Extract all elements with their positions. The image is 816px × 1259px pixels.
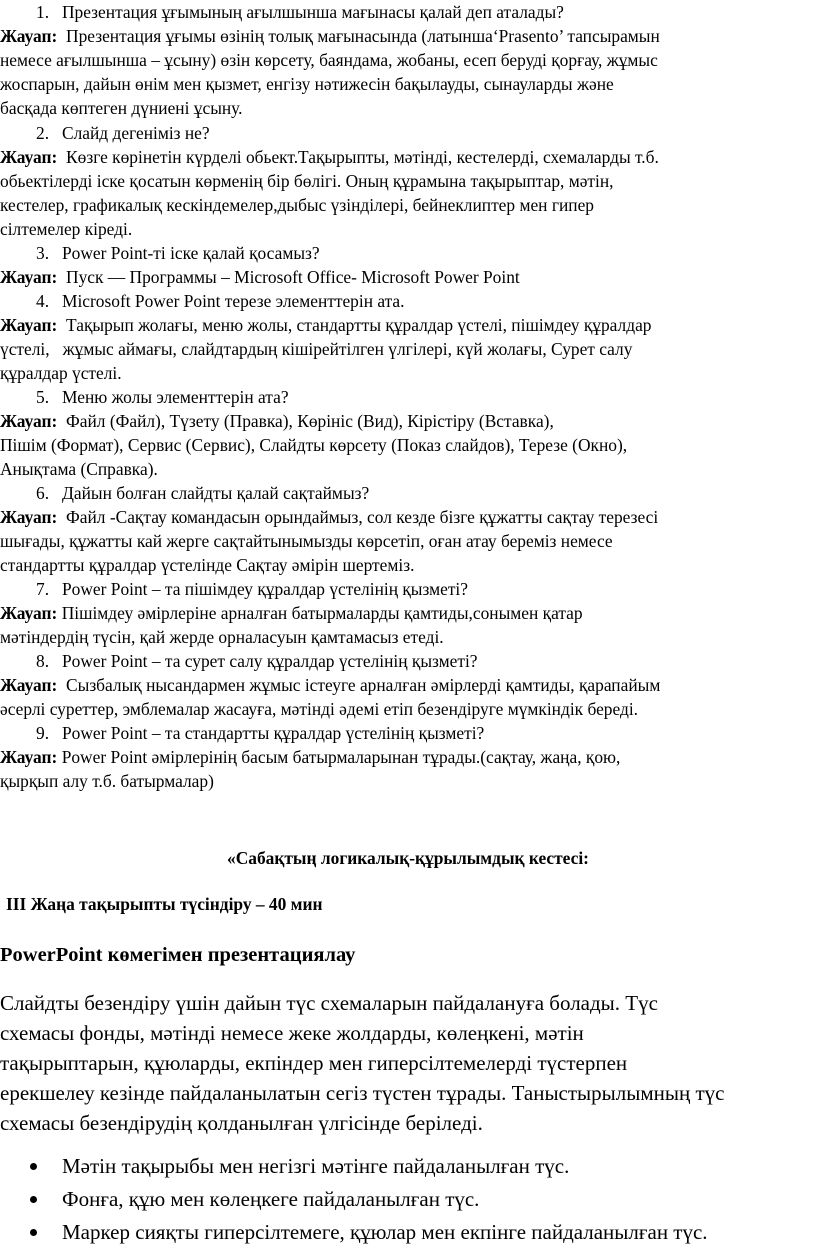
question-text: Меню жолы элементтерін ата? — [62, 387, 289, 407]
question-4: 4. Microsoft Power Point терезе элементтерін ата. — [36, 291, 405, 311]
answer-9: Жауап: Power Point әмірлерінің басым батырмаларынан тұрады.(сақтау, жаңа, қою, қырқып алу т.б. батырмалар) — [0, 747, 621, 791]
answer-label: Жауап: — [0, 267, 58, 287]
question-5: 5. Меню жолы элементтерін ата? — [36, 387, 289, 407]
question-8: 8. Power Point – та сурет салу құралдар үстелінің қызметі? — [36, 651, 478, 671]
question-text: Слайд дегеніміз не? — [62, 123, 210, 143]
answer-2: Жауап: Көзге көрінетін күрделі обьект.Тақырыпты, мәтінді, кестелерді, схемаларды т.б. обьектілерді іске қосатын көрменің бір бөлігі. Оның құрамына тақырыптар, мәтін, кестелер, графикалық кескіндемелер,дыбыс үзінділері, бейнеклиптер мен гипер сілтемелер кіреді. — [0, 147, 659, 239]
answer-label: Жауап: — [0, 315, 58, 335]
question-text: Power Point – та стандартты құралдар үстелінің қызметі? — [62, 723, 485, 743]
question-3: 3. Power Point-ті іске қалай қосамыз? — [36, 243, 320, 263]
answer-label: Жауап: — [0, 26, 58, 46]
body-paragraph: Слайдты безендіру үшін дайын түс схемаларын пайдалануға болады. Түс схемасы фонды, мәтінді немесе жеке жолдарды, көлеңкені, мәтін тақырыптарын, құюларды, екпіндер мен гиперсілтемелерді түстерпен ерекшелеу кезінде пайдаланылатын сегіз түстен тұрады. Таныстырылымның түс схемасы безендірудің қолданылған үлгісінде беріледі. — [0, 991, 725, 1135]
bullet-icon — [30, 1163, 37, 1170]
question-text: Power Point – та сурет салу құралдар үстелінің қызметі? — [62, 651, 478, 671]
answer-8: Жауап: Сызбалық нысандармен жұмыс істеуге арналған әмірлерді қамтиды, қарапайым әсерлі суреттер, эмблемалар жасауға, мәтінді әдемі етіп безендіруге мүмкіндік береді. — [0, 675, 661, 719]
answer-label: Жауап: — [0, 507, 58, 527]
question-text: Microsoft Power Point терезе элементтерін ата. — [62, 291, 405, 311]
answer-4: Жауап: Тақырып жолағы, меню жолы, стандартты құралдар үстелі, пішімдеу құралдар үстелі, жұмыс аймағы, слайдтардың кішірейтілген үлгілері, күй жолағы, Сурет салу құралдар үстелі. — [0, 315, 652, 383]
subsection-title: III Жаңа тақырыпты түсіндіру – 40 мин — [6, 894, 323, 914]
answer-label: Жауап: — [0, 747, 58, 767]
question-6: 6. Дайын болған слайдты қалай сақтаймыз? — [36, 483, 370, 503]
list-item: Маркер сияқты гиперсілтемеге, құюлар мен екпінге пайдаланылған түс. — [0, 1216, 708, 1249]
question-9: 9. Power Point – та стандартты құралдар үстелінің қызметі? — [36, 723, 485, 743]
answer-6: Жауап: Файл -Сақтау командасын орындаймыз, сол кезде бізге құжатты сақтау терезесі шығады, құжатты кай жерге сақтайтынымызды көрсетіп, оған атау береміз немесе стандартты құралдар үстелінде Сақтау әмірін шертеміз. — [0, 507, 659, 575]
answer-label: Жауап: — [0, 147, 58, 167]
answer-3: Жауап: Пуск –– Программы – Microsoft Office- Microsoft Power Point — [0, 267, 520, 287]
answer-1: Жауап: Презентация ұғымы өзінің толық мағынасында (латынша‘Prasento’ тапсырамын немесе ағылшынша – ұсыну) өзін көрсету, баяндама, жобаны, есеп беруді қорғау, жұмыс жоспарын, дайын өнім мен қызмет, енгізу нәтижесін бақылауды, сынауларды және басқада көптеген дүниені ұсыну. — [0, 26, 660, 118]
answer-label: Жауап: — [0, 411, 58, 431]
question-text: Дайын болған слайдты қалай сақтаймыз? — [62, 483, 370, 503]
question-text: Power Point-ті іске қалай қосамыз? — [62, 243, 320, 263]
question-text: Power Point – та пішімдеу құралдар үстелінің қызметі? — [62, 579, 468, 599]
question-1: 1. Презентация ұғымының ағылшынша мағынасы қалай деп аталады? — [36, 2, 564, 22]
bullet-list — [0, 1150, 708, 1249]
list-item: Мәтін тақырыбы мен негізгі мәтінге пайдаланылған түс. — [0, 1150, 708, 1183]
answer-label: Жауап: — [0, 603, 58, 623]
heading: PowerPoint көмегімен презентациялау — [0, 944, 356, 966]
section-title: «Сабақтың логикалық-құрылымдық кестесі: — [227, 848, 589, 868]
question-text: Презентация ұғымының ағылшынша мағынасы қалай деп аталады? — [62, 2, 564, 22]
bullet-icon — [30, 1196, 37, 1203]
answer-5: Жауап: Файл (Файл), Түзету (Правка), Көрініс (Вид), Кірістіру (Вставка), Пішім (Формат), Сервис (Сервис), Слайдты көрсету (Показ слайдов), Терезе (Окно), Анықтама (Справка). — [0, 411, 628, 479]
question-7: 7. Power Point – та пішімдеу құралдар үстелінің қызметі? — [36, 579, 468, 599]
answer-label: Жауап: — [0, 675, 58, 695]
list-item: Фонға, құю мен көлеңкеге пайдаланылған түс. — [0, 1183, 708, 1216]
question-2: 2. Слайд дегеніміз не? — [36, 123, 210, 143]
bullet-icon — [30, 1229, 37, 1236]
answer-7: Жауап: Пішімдеу әмірлеріне арналған батырмаларды қамтиды,сонымен қатар мәтіндердің түсін, қай жерде орналасуын қамтамасыз етеді. — [0, 603, 583, 647]
